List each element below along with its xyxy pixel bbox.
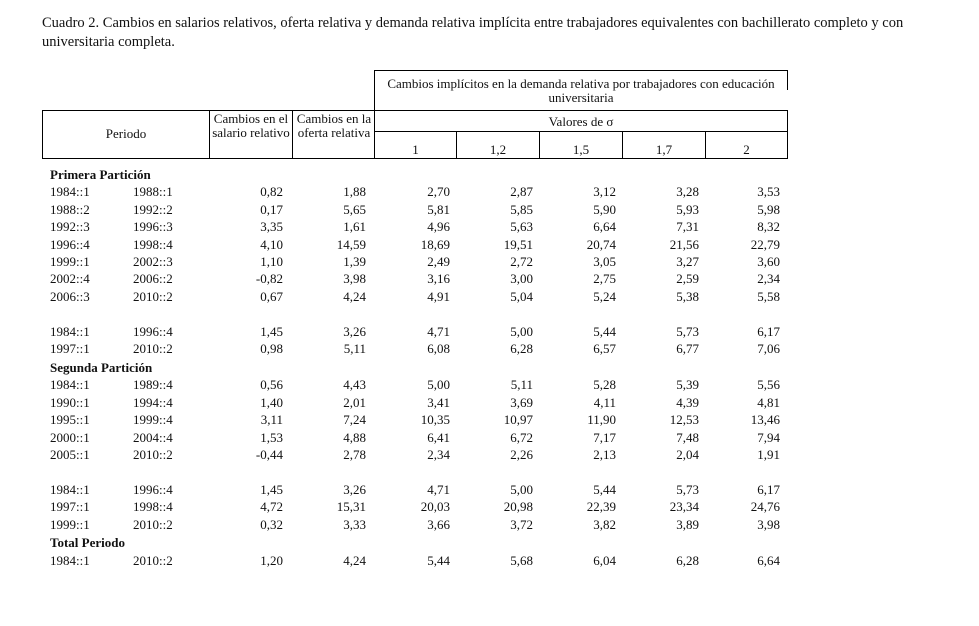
value-cell: 22,39 [586,499,616,515]
value-cell: 3,41 [427,394,450,410]
value-cell: 6,77 [676,341,699,356]
value-cell: 4,10 [260,236,283,252]
value-cell: 4,39 [676,394,699,410]
value-cell: 4,71 [427,481,450,497]
period-cell: 2004::4 [133,429,173,445]
value-cell: 5,44 [427,552,450,568]
value-cell: 3,82 [593,516,616,532]
header-rule-sigma [374,131,788,132]
value-cell: 5,93 [676,201,699,217]
value-cell: 5,11 [510,377,533,393]
value-cell: 2,13 [593,446,616,462]
value-cell: 5,73 [676,323,699,339]
period-cell: 1995::1 [50,412,90,428]
period-cell: 1984::1 [50,552,90,568]
value-cell: 3,89 [676,516,699,532]
value-cell: 6,17 [757,481,780,497]
value-cell: 10,97 [503,412,533,428]
value-cell: 3,98 [343,271,366,287]
value-cell: 5,11 [343,341,366,356]
value-cell: 5,98 [757,201,780,217]
value-cell: 3,33 [343,516,366,532]
value-cell: 1,91 [757,446,780,462]
header-vrule-right [787,110,788,158]
value-cell: 19,51 [503,236,533,252]
value-cell: 10,35 [420,412,450,428]
section-title: Primera Partición [50,167,151,182]
value-cell: 2,59 [676,271,699,287]
value-cell: 5,00 [510,481,533,497]
value-cell: 22,79 [750,236,780,252]
value-cell: 0,82 [260,184,283,200]
value-cell: 4,91 [427,288,450,304]
header-sigma-1: 1 [412,142,419,157]
value-cell: 2,75 [593,271,616,287]
value-cell: 1,40 [260,394,283,410]
period-cell: 2006::2 [133,271,173,287]
value-cell: 5,44 [593,481,616,497]
period-cell: 2002::3 [133,254,173,269]
value-cell: 3,12 [593,184,616,200]
value-cell: 2,34 [427,446,450,462]
period-cell: 2010::2 [133,446,173,462]
value-cell: 5,73 [676,481,699,497]
value-cell: 6,08 [427,341,450,356]
header-sigma-1-5: 1,5 [572,142,590,157]
period-cell: 1999::4 [133,412,173,428]
period-cell: 1994::4 [133,394,173,410]
period-cell: 1984::1 [50,377,90,393]
period-cell: 1996::3 [133,219,173,235]
value-cell: 0,17 [260,201,283,217]
value-cell: 13,46 [750,412,780,428]
value-cell: 6,57 [593,341,616,356]
value-cell: 5,56 [757,377,780,393]
table-caption: Cuadro 2. Cambios en salarios relativos, oferta relativa y demanda relativa implícita entre trabajadores equivalentes con bachillerato completo y con universitaria completa. [42,15,904,50]
value-cell: 1,20 [260,552,283,568]
value-cell: 5,44 [593,323,616,339]
value-cell: 3,28 [676,184,699,200]
value-cell: 6,64 [757,552,780,568]
value-cell: 1,53 [260,429,283,445]
value-cell: 3,69 [510,394,533,410]
value-cell: 3,98 [757,516,780,532]
value-cell: 0,32 [260,516,283,532]
value-cell: 7,06 [757,341,780,356]
period-cell: 1998::4 [133,499,173,515]
value-cell: 6,28 [510,341,533,356]
period-cell: 1997::1 [50,341,90,356]
value-cell: 3,60 [757,254,780,269]
value-cell: 14,59 [336,236,366,252]
value-cell: 3,35 [260,219,283,235]
value-cell: 2,49 [427,254,450,269]
value-cell: 18,69 [420,236,450,252]
value-cell: -0,82 [255,271,283,287]
header-rule-main [42,110,788,111]
period-cell: 2010::2 [133,516,173,532]
value-cell: 2,01 [343,394,366,410]
period-cell: 2010::2 [133,288,173,304]
value-cell: -0,44 [255,446,283,462]
value-cell: 7,31 [676,219,699,235]
value-cell: 11,90 [587,412,616,428]
value-cell: 4,88 [343,429,366,445]
period-cell: 1998::4 [133,236,173,252]
period-cell: 2005::1 [50,446,90,462]
value-cell: 7,17 [593,429,616,445]
period-cell: 2010::2 [133,552,173,568]
header-sigma-1-2: 1,2 [489,142,507,157]
period-cell: 1996::4 [50,236,90,252]
period-cell: 1992::2 [133,201,173,217]
header-sigma-2: 2 [743,142,750,157]
period-cell: 1999::1 [50,516,90,532]
period-cell: 1992::3 [50,219,90,235]
period-cell: 1988::1 [133,184,173,200]
period-cell: 2010::2 [133,341,173,356]
value-cell: 7,94 [757,429,780,445]
header-sigma-1-7: 1,7 [655,142,673,157]
value-cell: 8,32 [757,219,780,235]
value-cell: 7,48 [676,429,699,445]
value-cell: 5,85 [510,201,533,217]
value-cell: 23,34 [669,499,699,515]
header-vrule-salario [292,110,293,158]
value-cell: 3,26 [343,481,366,497]
value-cell: 4,24 [343,288,366,304]
value-cell: 2,70 [427,184,450,200]
header-rule-right-group [787,70,788,90]
value-cell: 1,45 [260,481,283,497]
value-cell: 1,39 [343,254,366,269]
value-cell: 4,72 [260,499,283,515]
value-cell: 2,72 [510,254,533,269]
value-cell: 6,04 [593,552,616,568]
header-top-rule-group [374,70,788,71]
period-cell: 1996::4 [133,481,173,497]
value-cell: 3,16 [427,271,450,287]
value-cell: 5,24 [593,288,616,304]
value-cell: 6,64 [593,219,616,235]
value-cell: 20,74 [586,236,616,252]
value-cell: 5,39 [676,377,699,393]
period-cell: 1988::2 [50,201,90,217]
header-salario-col: Cambios en el salario relativo [212,111,290,140]
value-cell: 2,04 [676,446,699,462]
value-cell: 24,76 [750,499,780,515]
value-cell: 7,24 [343,412,366,428]
value-cell: 12,53 [669,412,699,428]
value-cell: 4,43 [343,377,366,393]
period-cell: 1996::4 [133,323,173,339]
header-bottom-rule [42,158,788,159]
value-cell: 5,58 [757,288,780,304]
value-cell: 1,10 [260,254,283,269]
value-cell: 3,26 [343,323,366,339]
header-vrule-periodo [209,110,210,158]
value-cell: 6,17 [757,323,780,339]
value-cell: 5,63 [510,219,533,235]
value-cell: 5,90 [593,201,616,217]
period-cell: 1984::1 [50,481,90,497]
value-cell: 3,53 [757,184,780,200]
value-cell: 0,56 [260,377,283,393]
value-cell: 6,72 [510,429,533,445]
section-title: Segunda Partición [50,359,153,375]
header-periodo: Periodo [105,126,147,141]
period-cell: 1990::1 [50,394,90,410]
period-cell: 1999::1 [50,254,90,269]
value-cell: 4,81 [757,394,780,410]
period-cell: 2000::1 [50,429,90,445]
value-cell: 6,41 [427,429,450,445]
value-cell: 5,38 [676,288,699,304]
value-cell: 5,81 [427,201,450,217]
value-cell: 3,00 [510,271,533,287]
value-cell: 1,61 [343,219,366,235]
value-cell: 3,66 [427,516,450,532]
value-cell: 4,24 [343,552,366,568]
section-title: Total Periodo [50,535,125,551]
value-cell: 4,71 [427,323,450,339]
value-cell: 21,56 [669,236,699,252]
value-cell: 3,05 [593,254,616,269]
value-cell: 2,87 [510,184,533,200]
value-cell: 5,68 [510,552,533,568]
value-cell: 4,96 [427,219,450,235]
header-oferta-col: Cambios en la oferta relativa [296,111,372,140]
period-cell: 2006::3 [50,288,90,304]
period-cell: 1989::4 [133,377,173,393]
value-cell: 6,28 [676,552,699,568]
value-cell: 0,98 [260,341,283,356]
value-cell: 3,72 [510,516,533,532]
period-cell: 1984::1 [50,323,90,339]
value-cell: 4,11 [593,394,616,410]
value-cell: 2,78 [343,446,366,462]
value-cell: 5,04 [510,288,533,304]
period-cell: 1984::1 [50,184,90,200]
header-group-title: Cambios implícitos en la demanda relativa por trabajadores con educación universitaria [387,76,775,105]
header-sigma-label: Valores de σ [548,114,614,129]
value-cell: 3,27 [676,254,699,269]
value-cell: 20,03 [420,499,450,515]
period-cell: 1997::1 [50,499,90,515]
value-cell: 5,28 [593,377,616,393]
value-cell: 5,00 [427,377,450,393]
value-cell: 20,98 [503,499,533,515]
value-cell: 2,34 [757,271,780,287]
value-cell: 2,26 [510,446,533,462]
value-cell: 1,45 [260,323,283,339]
period-cell: 2002::4 [50,271,90,287]
value-cell: 5,00 [510,323,533,339]
value-cell: 1,88 [343,184,366,200]
value-cell: 15,31 [336,499,366,515]
value-cell: 3,11 [260,412,283,428]
value-cell: 0,67 [260,288,283,304]
value-cell: 5,65 [343,201,366,217]
